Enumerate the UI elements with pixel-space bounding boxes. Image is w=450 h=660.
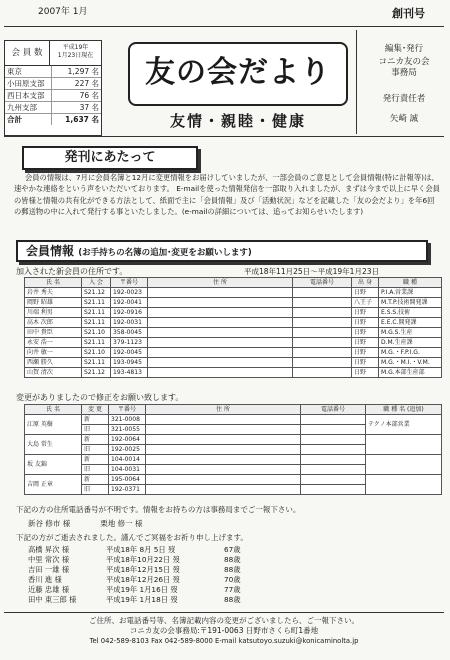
masthead-title: 友の会だより — [145, 55, 331, 90]
list-item: 近藤 忠雄 様 平成19年 1月16日 歿 77歳 — [28, 585, 241, 594]
table-row: 田中 貴臣 S21.10 358-0045 日野 M.G.S.生産 — [25, 328, 442, 338]
masthead-slogan: 友情・親睦・健康 — [169, 112, 306, 130]
masthead-logo — [128, 42, 348, 106]
responsible-name: 矢崎 誠 — [389, 114, 419, 124]
new-members-period: 平成18年11月25日〜平成19年1月23日 — [244, 267, 379, 276]
editing-label: 編集･発行 — [384, 44, 424, 54]
masthead-rule — [4, 136, 444, 137]
table-header: 氏 名 入 会 〒番号 住 所 電話番号 出 身 職 種 — [25, 278, 442, 288]
table-header: 氏 名 変 更 〒番号 住 所 電話番号 職 種 名 (追加) — [25, 405, 442, 415]
condolence-label: 下記の方がご逝去されました。謹んでご冥福をお祈り申し上げます。 — [16, 533, 248, 542]
table-row: 吉岡 正章 新 195-0064 — [25, 475, 442, 485]
list-item: 香川 進 様 平成18年12月26日 歿 70歳 — [28, 575, 241, 584]
table-row: 向井 敏一 S21.10 192-0045 日野 M.G.・F.P.I.G. — [25, 348, 442, 358]
table-row: 岩井 秀夫 S21.12 192-0023 日野 P.I.A.営業課 — [25, 288, 442, 298]
table-row: 旧 321-0055 — [25, 425, 442, 435]
member-total-row: 合計 1,637 名 — [7, 115, 99, 124]
launch-heading: 発刊にあたって — [22, 146, 198, 170]
changes-table — [24, 404, 442, 495]
member-count-label: 会 員 数 — [5, 41, 50, 65]
table-row: 岡野 昭雄 S21.11 192-0041 八王子 M.T.P.技術開発課 — [25, 298, 442, 308]
issue-date: 2007年 1月 — [38, 7, 88, 17]
table-row: 江原 英樹 新 321-0008 テクノ本部営業 — [25, 415, 442, 425]
member-row: 小田原支部 227 名 — [7, 79, 99, 88]
footer-rule — [4, 612, 444, 613]
footer — [4, 616, 444, 646]
table-row: 西瀬 勝久 S21.11 193-0945 日野 M.G.・M.I.・V.M. — [25, 358, 442, 368]
list-item: 田中 東三郎 様 平成19年 1月18日 歿 88歳 — [28, 595, 241, 604]
table-row: 川端 利男 S21.11 192-0916 日野 E.S.S.技術 — [25, 308, 442, 318]
table-row: 永安 浩一 S21.11 379-1123 日野 D.M.生産課 — [25, 338, 442, 348]
changes-label: 変更がありましたので修正をお願い致します。 — [16, 393, 184, 402]
footer-line2: コニカ友の会事務局:〒191-0063 日野市さくら町1番地 — [129, 626, 319, 635]
table-row: 坂 友錦 新 104-0014 — [25, 455, 442, 465]
member-count-asof: 平成19年 1月23日現在 — [57, 44, 94, 59]
member-info-heading — [16, 240, 428, 262]
member-row: 東京 1,297 名 — [7, 67, 99, 76]
member-info-note: (お手持ちの名簿の追加･変更をお願いします) — [78, 248, 252, 258]
unknown-label: 下記の方の住所電話番号が不明です。情報をお持ちの方は事務局までご一報下さい。 — [16, 505, 301, 514]
table-row: 旧 192-0025 — [25, 445, 442, 455]
member-count-box — [4, 40, 102, 136]
unknown-list: 新谷 修市 様 栗地 修一 様 — [28, 519, 143, 528]
side-divider — [356, 30, 357, 134]
footer-contact: Tel 042-589-8103 Fax 042-589-8000 E-mail katsutoyo.suzuki@konicaminolta.jp — [89, 637, 359, 645]
responsible-label: 発行責任者 — [382, 94, 426, 104]
member-info-title: 会員情報 — [26, 244, 75, 258]
launch-body: 会員の情報は、7月に会員名簿と12月に変更情報をお届けしていましたが、一部会員のご意見として会員情報(特に計報等)は、速やかな連絡をという声をいただいております。 E-mailを使った情報発信を一部取り入れましたが、まずは今まで以上に早く会員の皆様と情報の共有化ができる方法として、紙面で主に「会員情報」及び「活動状況」などを記載した「友の会だより」を年6回の郵送物の中に入れて発行する事といたしました。(e-mailの詳細については、追ってお知らせいたします) — [14, 173, 440, 216]
table-row: 旧 192-0371 — [25, 485, 442, 495]
condolence-list — [28, 545, 268, 605]
member-row: 九州支部 37 名 — [7, 103, 99, 112]
table-row: 旧 104-0031 — [25, 465, 442, 475]
new-members-table — [24, 277, 442, 378]
table-row: 大島 常生 新 192-0064 — [25, 435, 442, 445]
publisher-org: コニカ友の会 事務局 — [378, 57, 430, 78]
list-item: 吉田 一雄 様 平成18年12月15日 歿 88歳 — [28, 565, 241, 574]
issue-label: 創刊号 — [392, 7, 425, 20]
table-row: 高木 次郎 S21.11 192-0031 日野 E.E.C.開発課 — [25, 318, 442, 328]
table-row: 山賀 清次 S21.12 193-4813 日野 M.G.本部生産部 — [25, 368, 442, 378]
new-members-label: 加入された新会員の住所です。 — [16, 267, 128, 276]
list-item: 高橋 昇次 様 平成18年 8月 5日 歿 67歳 — [28, 545, 241, 554]
footer-line1: ご住所、お電話番号等、名簿記載内容の変更がございましたら、ご一報下さい。 — [89, 616, 359, 625]
list-item: 中里 常次 様 平成18年10月22日 歿 88歳 — [28, 555, 241, 564]
member-row: 西日本支部 76 名 — [7, 91, 99, 100]
top-rule — [4, 26, 444, 27]
